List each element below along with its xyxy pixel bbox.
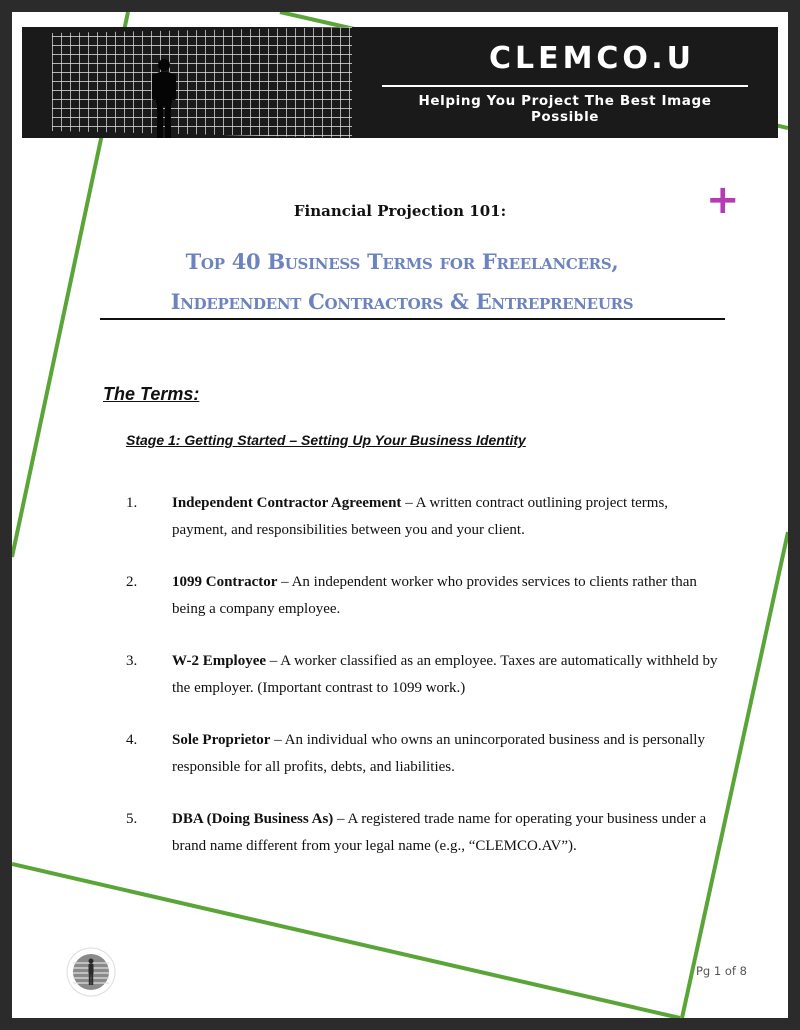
page-number: Pg 1 of 8 [696, 964, 747, 978]
term-number: 3. [126, 653, 138, 669]
title-line-2: Independent Contractors & Entrepreneurs [170, 289, 634, 314]
document-heading: Financial Projection 101: [293, 202, 507, 220]
term-item [126, 806, 726, 859]
term-definition: – A written contract outlining project terms, payment, and responsibilities between you and your client. [172, 495, 669, 538]
title-line-1: Top 40 Business Terms for Freelancers, [185, 249, 619, 274]
globe-silhouette-icon [66, 947, 116, 997]
terms-heading: The Terms: [103, 384, 200, 404]
term-name: 1099 Contractor [172, 574, 278, 590]
term-number: 2. [126, 574, 138, 590]
term-name: Sole Proprietor [172, 732, 271, 748]
document-page [12, 12, 788, 1018]
term-name: W-2 Employee [172, 653, 267, 669]
term-number: 5. [126, 811, 138, 827]
term-definition: – An independent worker who provides services to clients rather than being a company employee. [172, 574, 697, 617]
document-title [82, 242, 722, 322]
term-definition: – An individual who owns an unincorporated business and is personally responsible for all profits, debts, and liabilities. [172, 732, 705, 775]
silhouette-grid-icon [52, 27, 352, 138]
term-number: 1. [126, 495, 138, 511]
terms-list [126, 490, 726, 885]
term-name: DBA (Doing Business As) [172, 811, 334, 827]
term-number: 4. [126, 732, 138, 748]
term-item [126, 569, 726, 622]
term-item [126, 648, 726, 701]
brand-divider [382, 85, 748, 87]
stage-heading: Stage 1: Getting Started – Setting Up Your Business Identity [126, 432, 526, 448]
title-divider [100, 318, 725, 320]
term-name: Independent Contractor Agreement [172, 495, 402, 511]
brand-tagline: Helping You Project The Best Image Possible [418, 93, 712, 125]
term-item [126, 727, 726, 780]
term-definition: – A worker classified as an employee. Taxes are automatically withheld by the employer. (Important contrast to 1099 work.) [172, 653, 718, 696]
term-definition: – A registered trade name for operating your business under a brand name different from your legal name (e.g., “CLEMCO.AV”). [172, 811, 707, 854]
brand-name: CLEMCO.U [488, 41, 696, 76]
term-item [126, 490, 726, 543]
header-banner [22, 27, 778, 138]
plus-icon: + [706, 177, 740, 223]
